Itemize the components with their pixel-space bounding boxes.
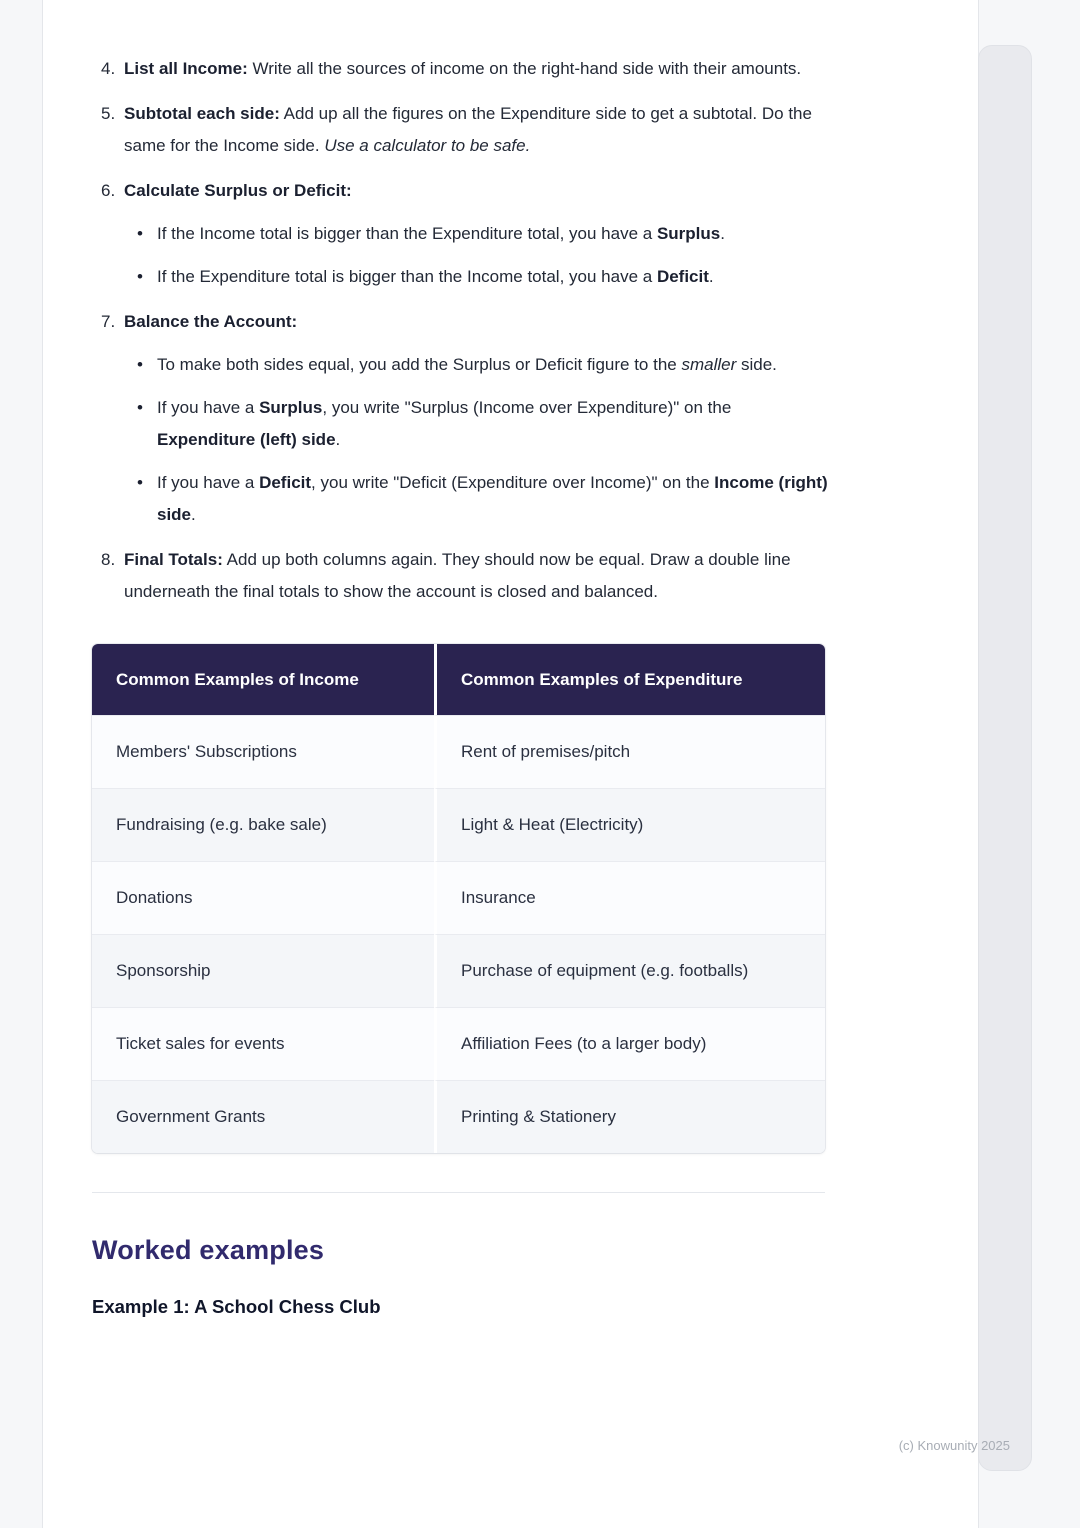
examples-table bbox=[92, 644, 825, 1153]
bullet-text bbox=[157, 467, 830, 531]
bullet-item bbox=[137, 392, 830, 456]
bullet-icon: • bbox=[137, 355, 143, 374]
list-item-number: 5. bbox=[101, 104, 116, 123]
text-segment: Calculate Surplus or Deficit: bbox=[124, 181, 352, 200]
table-cell: Purchase of equipment (e.g. footballs) bbox=[434, 934, 825, 1007]
examples-table-wrap bbox=[92, 644, 825, 1153]
list-item-text bbox=[124, 544, 830, 608]
text-segment: Expenditure (left) side bbox=[157, 430, 336, 449]
text-segment: Final Totals: bbox=[124, 550, 223, 569]
text-segment: , you write "Deficit (Expenditure over Income)" on the bbox=[311, 473, 715, 492]
text-segment: Surplus bbox=[656, 224, 721, 243]
bullet-text bbox=[157, 392, 830, 456]
table-cell: Light & Heat (Electricity) bbox=[434, 788, 825, 861]
text-segment: . bbox=[191, 505, 196, 524]
list-item-number: 8. bbox=[101, 550, 116, 569]
text-segment: Deficit bbox=[656, 267, 709, 286]
bullet-item bbox=[137, 218, 830, 250]
text-segment: side. bbox=[736, 355, 777, 374]
table-cell: Printing & Stationery bbox=[434, 1080, 825, 1153]
document-content bbox=[43, 0, 978, 1320]
table-cell: Rent of premises/pitch bbox=[434, 715, 825, 788]
bullet-text bbox=[157, 261, 714, 293]
list-item-number: 7. bbox=[101, 312, 116, 331]
instruction-list bbox=[101, 53, 846, 608]
table-header-row bbox=[92, 644, 825, 715]
table-cell: Insurance bbox=[434, 861, 825, 934]
text-segment: List all Income: bbox=[124, 59, 248, 78]
text-segment: smaller bbox=[681, 355, 737, 374]
list-item bbox=[101, 306, 846, 531]
scrollbar-thumb[interactable] bbox=[978, 45, 1032, 1471]
bullet-item bbox=[137, 261, 830, 293]
text-segment: . bbox=[720, 224, 725, 243]
table-cell: Ticket sales for events bbox=[92, 1007, 434, 1080]
list-item-body bbox=[124, 98, 830, 162]
text-segment: Subtotal each side: bbox=[124, 104, 280, 123]
bullet-icon: • bbox=[137, 224, 143, 243]
table-cell: Members' Subscriptions bbox=[92, 715, 434, 788]
worked-examples-heading: Worked examples bbox=[92, 1235, 325, 1265]
bullet-list bbox=[124, 218, 830, 293]
list-item-number: 4. bbox=[101, 59, 116, 78]
list-item-body bbox=[124, 306, 830, 531]
text-segment: Use a calculator to be safe. bbox=[324, 136, 531, 155]
document-card bbox=[43, 0, 978, 1528]
copyright-watermark: (c) Knowunity 2025 bbox=[898, 1438, 1010, 1453]
text-segment: If you have a bbox=[157, 398, 260, 417]
bullet-icon: • bbox=[137, 473, 143, 492]
bullet-icon: • bbox=[137, 398, 143, 417]
table-row bbox=[92, 934, 825, 1007]
list-item-text bbox=[124, 98, 830, 162]
text-segment: Balance the Account: bbox=[124, 312, 298, 331]
text-segment: If the Income total is bigger than the Expenditure total, you have a bbox=[157, 224, 657, 243]
list-item-number: 6. bbox=[101, 181, 116, 200]
table-header-cell: Common Examples of Income bbox=[92, 644, 434, 715]
table-cell: Donations bbox=[92, 861, 434, 934]
table-cell: Government Grants bbox=[92, 1080, 434, 1153]
table-cell: Affiliation Fees (to a larger body) bbox=[434, 1007, 825, 1080]
text-segment: To make both sides equal, you add the Surplus or Deficit figure to the bbox=[157, 355, 682, 374]
list-item-body bbox=[124, 53, 830, 85]
bullet-item bbox=[137, 467, 830, 531]
text-segment: Write all the sources of income on the right-hand side with their amounts. bbox=[247, 59, 802, 78]
list-item-text bbox=[124, 53, 830, 85]
table-row bbox=[92, 715, 825, 788]
text-segment: . bbox=[335, 430, 341, 449]
text-segment: Deficit bbox=[259, 473, 312, 492]
text-segment: If the Expenditure total is bigger than the Income total, you have a bbox=[157, 267, 657, 286]
table-row bbox=[92, 1007, 825, 1080]
bullet-text bbox=[157, 218, 725, 250]
example1-heading: Example 1: A School Chess Club bbox=[92, 1296, 381, 1317]
list-item bbox=[101, 53, 846, 85]
table-row bbox=[92, 788, 825, 861]
text-segment: Surplus bbox=[259, 398, 323, 417]
bullet-text bbox=[157, 349, 777, 381]
table-cell: Sponsorship bbox=[92, 934, 434, 1007]
list-item bbox=[101, 175, 846, 293]
list-item-text bbox=[124, 306, 830, 338]
list-item-text bbox=[124, 175, 830, 207]
table-body bbox=[92, 715, 825, 1153]
text-segment: If you have a bbox=[157, 473, 260, 492]
list-item bbox=[101, 98, 846, 162]
text-segment: . bbox=[708, 267, 714, 286]
section-divider bbox=[92, 1192, 825, 1193]
list-item-body bbox=[124, 175, 830, 293]
table-row bbox=[92, 861, 825, 934]
text-segment: Add up both columns again. They should now be equal. Draw a double line underneath the final totals to show the account is closed and balanced. bbox=[124, 550, 791, 601]
table-header-cell: Common Examples of Expenditure bbox=[434, 644, 825, 715]
table-row bbox=[92, 1080, 825, 1153]
bullet-item bbox=[137, 349, 830, 381]
list-item-body bbox=[124, 544, 830, 608]
text-segment: Income (right) side bbox=[157, 473, 828, 524]
bullet-list bbox=[124, 349, 830, 531]
table-cell: Fundraising (e.g. bake sale) bbox=[92, 788, 434, 861]
text-segment: , you write "Surplus (Income over Expenditure)" on the bbox=[322, 398, 732, 417]
list-item bbox=[101, 544, 846, 608]
text-segment: Add up all the figures on the Expenditure side to get a subtotal. Do the same for the Income side. bbox=[124, 104, 812, 155]
bullet-icon: • bbox=[137, 267, 143, 286]
